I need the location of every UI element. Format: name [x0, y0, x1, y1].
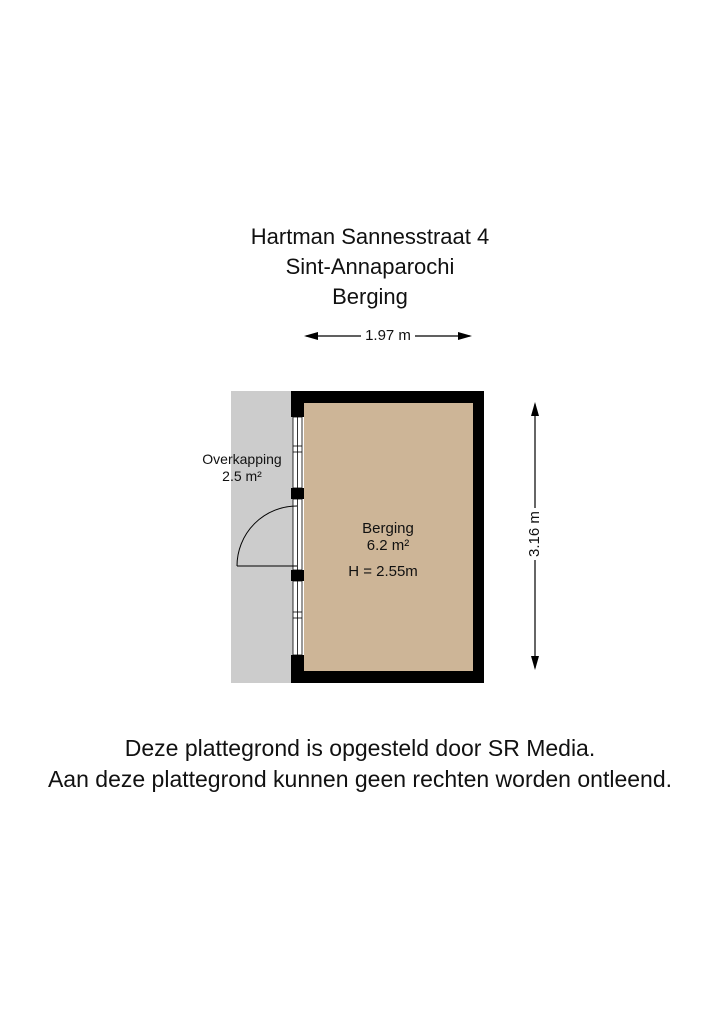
width-dimension-line	[304, 332, 472, 340]
disclaimer-line-2: Aan deze plattegrond kunnen geen rechten worden ontleend.	[47, 766, 673, 792]
width-dimension-label: 1.97 m	[0, 326, 720, 346]
floor-name: Berging	[332, 284, 408, 309]
overkapping-area-value: 2.5 m²	[222, 468, 262, 484]
depth-dimension-label: 3.16 m	[525, 516, 545, 560]
berging-area-value: 6.2 m²	[366, 537, 410, 554]
window-lower	[293, 581, 302, 655]
disclaimer	[0, 733, 720, 795]
overkapping-name: Overkapping	[202, 451, 282, 467]
berging-label	[328, 520, 448, 554]
berging-height: H = 2.55m	[348, 563, 418, 580]
city-line: Sint-Annaparochi	[285, 254, 455, 279]
address-line: Hartman Sannesstraat 4	[250, 224, 490, 249]
berging-name: Berging	[362, 520, 414, 537]
overkapping-label	[182, 451, 302, 485]
overkapping-area	[231, 391, 293, 683]
disclaimer-line-1: Deze plattegrond is opgesteld door SR Media.	[124, 735, 596, 761]
